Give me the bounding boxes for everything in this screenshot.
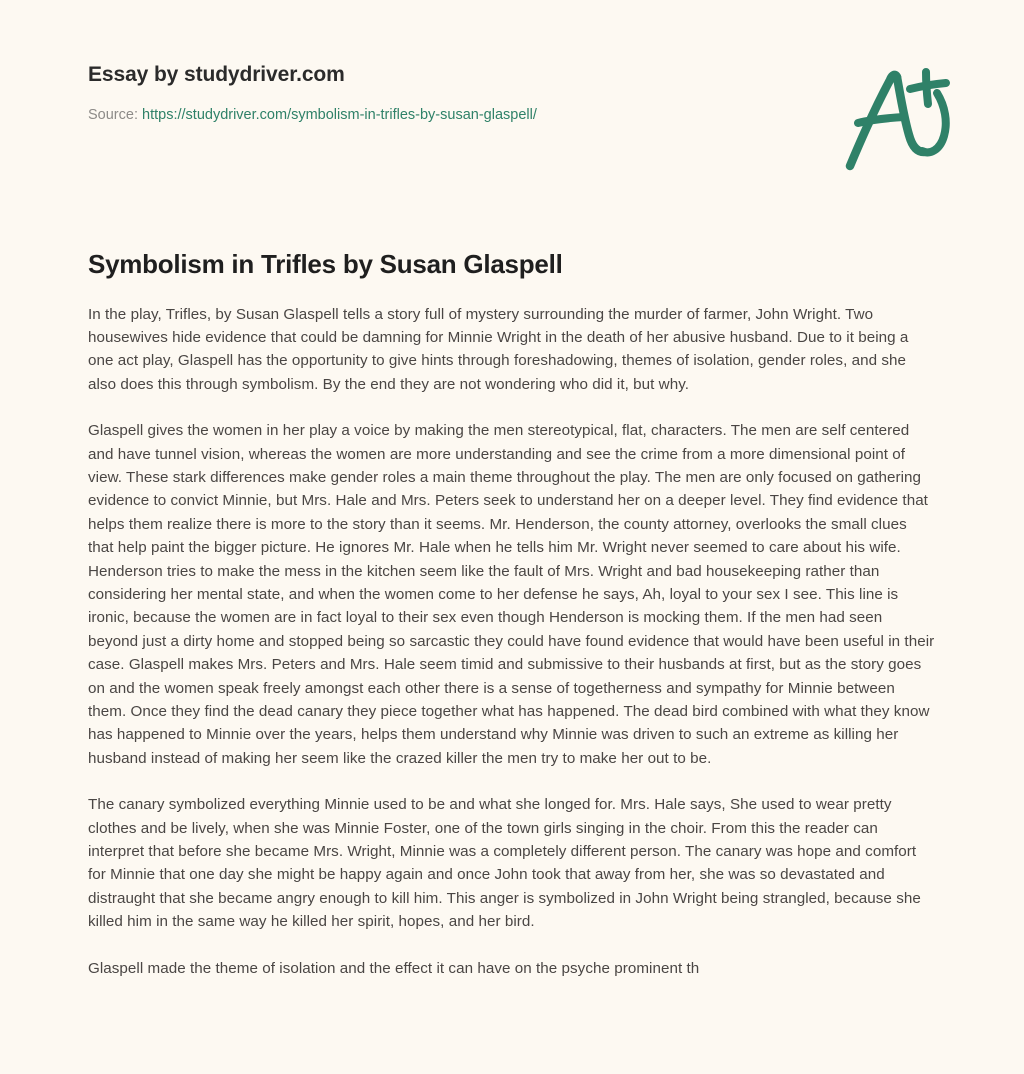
brand-title: Essay by studydriver.com	[88, 63, 345, 86]
article-body	[88, 303, 936, 981]
article-paragraph: Glaspell gives the women in her play a voice by making the men stereotypical, flat, characters. The men are self centered and have tunnel vision, whereas the women are more understanding and see the crime from a more dimensional point of view. These stark differences make gender roles a main theme throughout the play. The men are only focused on gathering evidence to convict Minnie, but Mrs. Hale and Mrs. Peters seek to understand her on a deeper level. They find evidence that helps them realize there is more to the story than it seems. Mr. Henderson, the county attorney, overlooks the small clues that help paint the bigger picture. He ignores Mr. Hale when he tells him Mr. Wright never seemed to care about his wife. Henderson tries to make the mess in the kitchen seem like the fault of Mrs. Wright and bad housekeeping rather than considering her mental state, and when the women come to her defense he says, Ah, loyal to your sex I see. This line is ironic, because the women are in fact loyal to their sex even though Henderson is mocking them. If the men had seen beyond just a dirty home and stopped being so sarcastic they could have found evidence that would have been useful in their case. Glaspell makes Mrs. Peters and Mrs. Hale seem timid and submissive to their husbands at first, but as the story goes on and the women speak freely amongst each other there is a sense of togetherness and sympathy for Minnie between them. Once they find the dead canary they piece together what has happened. The dead bird combined with what they know has happened to Minnie over the years, helps them understand why Minnie was driven to such an extreme as killing her husband instead of making her seem like the crazed killer the men try to make her out to be.	[88, 422, 935, 767]
page-header	[88, 62, 960, 182]
source-line	[88, 106, 960, 125]
article	[88, 248, 936, 980]
page-title: Symbolism in Trifles by Susan Glaspell	[88, 249, 563, 279]
source-url-link[interactable]: https://studydriver.com/symbolism-in-trifles-by-susan-glaspell/	[142, 107, 537, 124]
article-paragraph: Glaspell made the theme of isolation and the effect it can have on the psyche prominent th	[88, 959, 700, 977]
a-plus-logo	[838, 62, 966, 180]
a-plus-logo-icon	[838, 62, 966, 180]
source-label: Source:	[88, 107, 138, 124]
article-paragraph: In the play, Trifles, by Susan Glaspell tells a story full of mystery surrounding the murder of farmer, John Wright. Two housewives hide evidence that could be damning for Minnie Wright in the death of her abusive husband. Due to it being a one act play, Glaspell has the opportunity to give hints through foreshadowing, themes of isolation, gender roles, and she also does this through symbolism. By the end they are not wondering who did it, but why.	[88, 305, 909, 393]
article-paragraph: The canary symbolized everything Minnie used to be and what she longed for. Mrs. Hale says, She used to wear pretty clothes and be lively, when she was Minnie Foster, one of the town girls singing in the choir. From this the reader can interpret that before she became Mrs. Wright, Minnie was a completely different person. The canary was hope and comfort for Minnie that one day she might be happy again and once John took that away from her, she was so devastated and distraught that she became angry enough to kill him. This anger is symbolized in John Wright being strangled, because she killed him in the same way he killed her spirit, hopes, and her bird.	[88, 796, 921, 931]
